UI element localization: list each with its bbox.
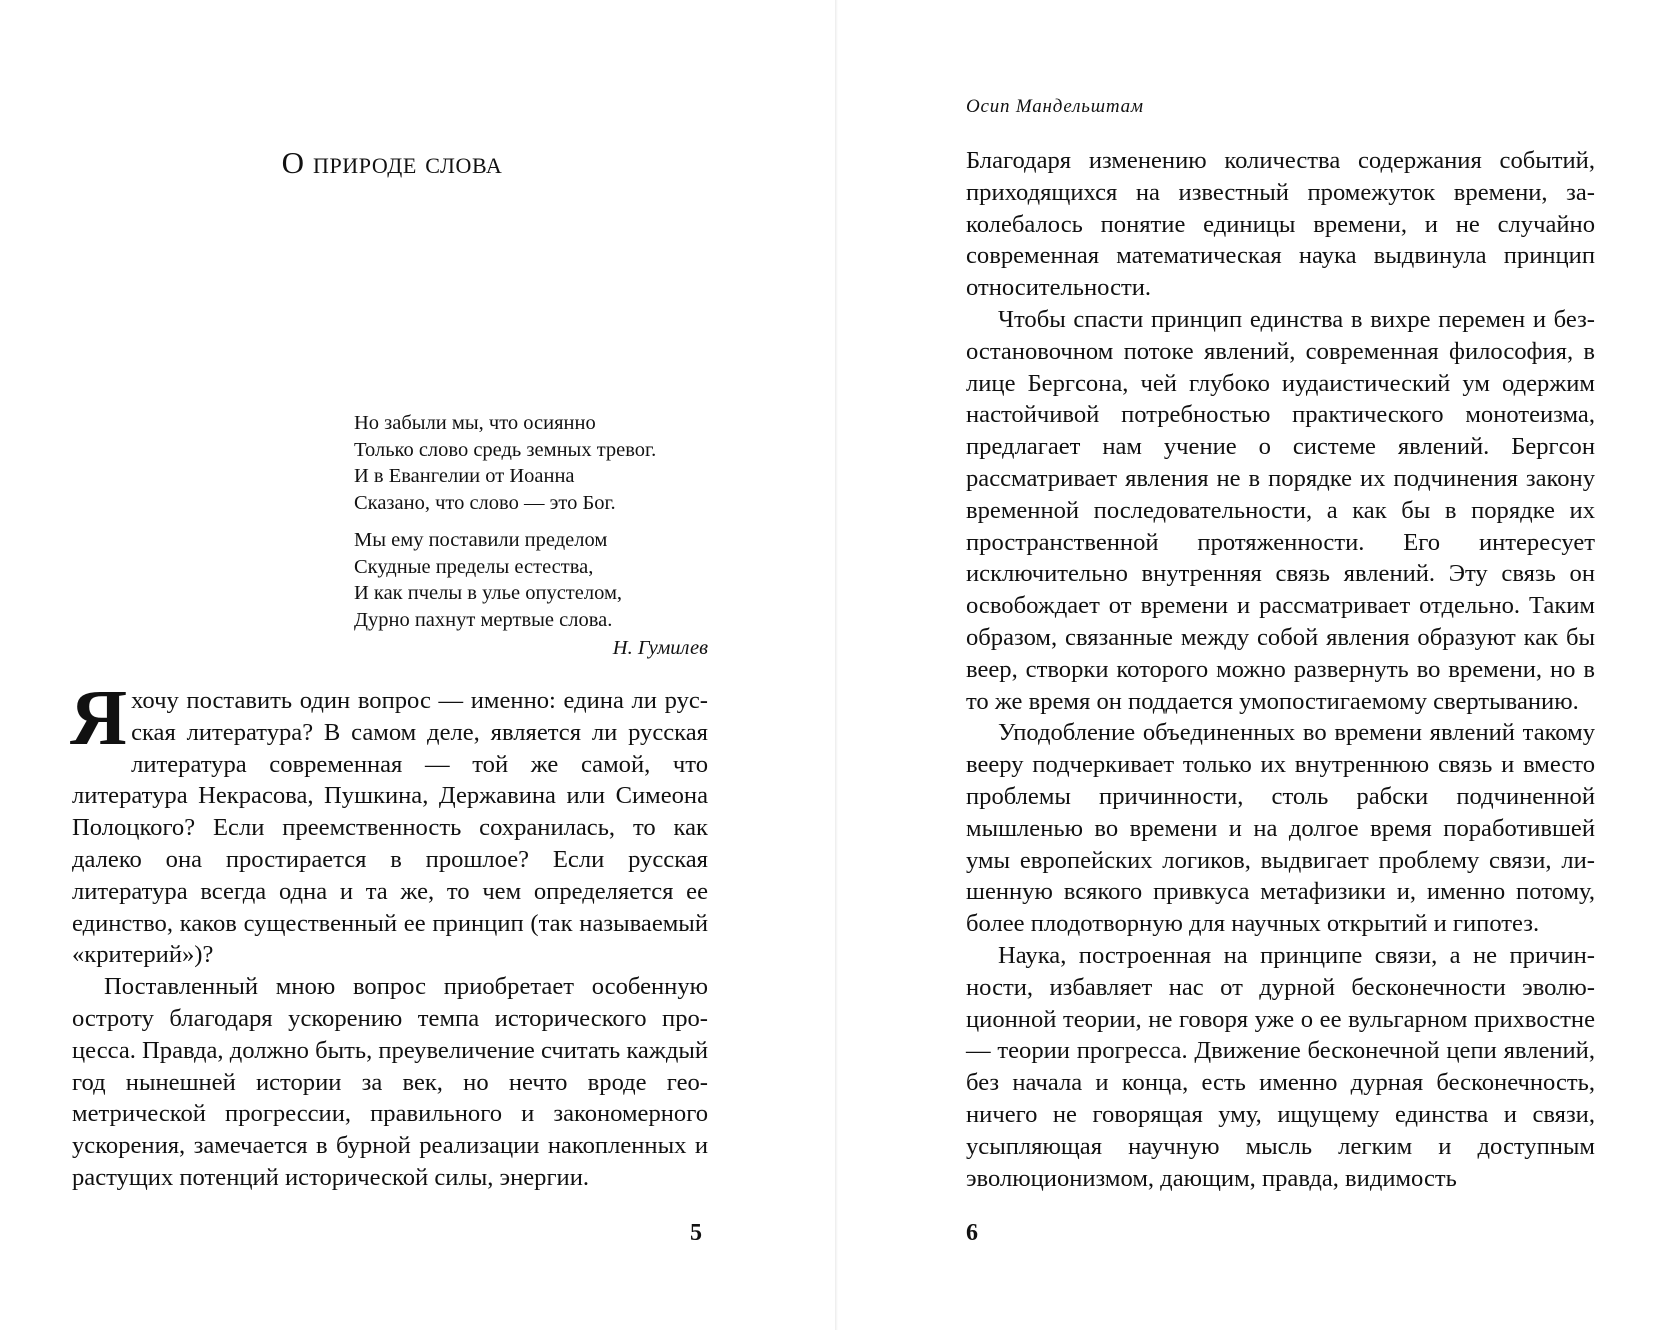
paragraph: Благодаря изменению количества содержания событий, приходящихся на известный промежуток времени, заколебалось понятие единицы времени, и не случайно современная математическая наука выдвинула принцип относительности. (966, 147, 1595, 302)
epigraph (354, 410, 708, 662)
epigraph-stanza-1 (354, 410, 708, 516)
epigraph-stanza-2 (354, 527, 708, 633)
page-number-right: 6 (966, 1220, 978, 1246)
epigraph-line: Дурно пахнут мертвые слова. (354, 608, 613, 631)
epigraph-line: Сказано, что слово — это Бог. (354, 491, 616, 514)
epigraph-line: Мы ему поставили пределом (354, 529, 608, 551)
paragraph-text: хочу поставить один вопрос — именно: едина ли русская литература? В самом деле, является ли русская литература современная — той же самой, что литература Некрасова, Пушкина, Державина или Симеона Полоцкого? Если преемственность сохранилась, то как далеко она простирается в прошлое? Если русская литература всегда одна и та же, то чем определяется ее единство, каков существенный ее принцип (так называемый «критерий»)? (72, 687, 708, 969)
body-text-left (70, 675, 709, 1194)
epigraph-author: Н. Гумилев (612, 637, 708, 659)
drop-cap: Я (70, 675, 128, 762)
paragraph (70, 675, 708, 971)
epigraph-line: Скудные пределы естества, (354, 555, 594, 578)
running-head: Осип Мандельштам (966, 96, 1144, 117)
epigraph-line: И в Евангелии от Иоанна (354, 465, 575, 487)
epigraph-line: Но забыли мы, что осиянно (354, 412, 596, 434)
paragraph: Поставленный мною вопрос приобретает особенную остроту благодаря ускорению темпа исторического процесса. Правда, должно быть, преувеличение считать каждый год нынешней истории за век, но нечто вроде геометрической прогрессии, правильного и закономерного ускорения, замечается в бурной реализации накопленных и растущих потенций исторической силы, энергии. (72, 973, 709, 1191)
epigraph-line: Только слово средь земных тревог. (354, 438, 657, 461)
chapter-title: О природе слова (281, 145, 503, 180)
paragraph: Наука, построенная на принципе связи, а не причинности, избавляет нас от дурной бесконечности эволюционной теории, не говоря уже о ее вульгарном прихвостне — теории прогресса. Движение бесконечной цепи явлений, без начала и конца, есть именно дурная бесконечность, ничего не говорящая уму, ищущему единства и связи, усыпляющая научную мысль легким и доступным эволюционизмом, дающим, правда, видимость (966, 941, 1595, 1192)
epigraph-line: И как пчелы в улье опустелом, (354, 582, 623, 604)
paragraph: Чтобы спасти принцип единства в вихре перемен и безостановочном потоке явлений, современная философия, в лице Бергсона, чей глубоко иудаистический ум одержим настойчивой потребностью практического монотеизма, предлагает нам учение о системе явлений. Бергсон рассматривает явления не в порядке их подчинения закону временной последовательности, а как бы в порядке их пространственной протяженности. Его интересует исключительно внутренняя связь явлений. Эту связь он освобождает от времени и рассматривает отдельно. Таким образом, связанные между собой явления образуют как бы веер, створки которого можно развернуть во времени, но в то же время он поддается умопостигаемому свертыванию. (966, 305, 1595, 715)
book-gutter (835, 0, 838, 1330)
body-text-right (966, 145, 1595, 1194)
paragraph: Уподобление объединенных во времени явлений такому вееру подчеркивает только их внутреннюю связь и вместо проблемы причинности, столь рабски подчиненной мышленью во времени и на долгое время поработившей умы европейских логиков, выдвигает проблему связи, лишенную всякого привкуса метафизики и, именно потому, более плодотворную для научных открытий и гипотез. (966, 719, 1595, 938)
page-number-left: 5 (690, 1220, 702, 1246)
